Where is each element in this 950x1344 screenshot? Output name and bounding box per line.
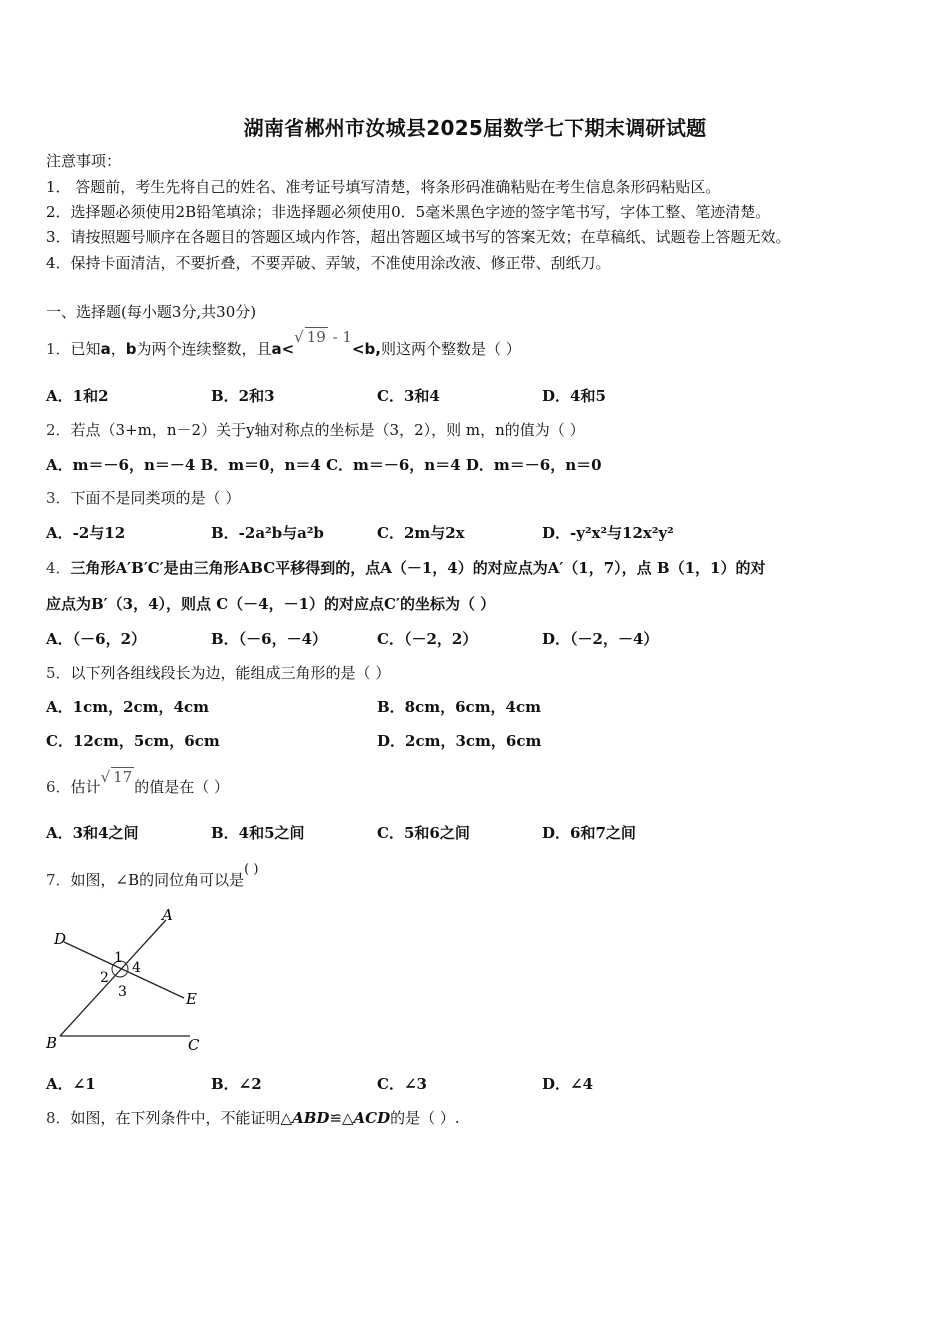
options-line: A．m＝－6，n＝－4 B．m＝0，n＝4 C．m＝－6，n＝4 D．m＝－6，n＝0 — [46, 456, 602, 474]
triangle-acd: ACD — [353, 1109, 391, 1127]
option-a: A．1和2 — [46, 387, 109, 405]
q1-comma: ， — [110, 340, 126, 358]
q6-stem-b: 的值是在（ ） — [134, 778, 229, 796]
sqrt-expression: √ 17 — [100, 768, 133, 786]
angle-2-label: 2 — [100, 970, 109, 986]
q4-stem-line2: 应点为B′（3，4），则点 C（－4，－1）的对应点C′的坐标为（ ） — [46, 595, 496, 613]
option-d: D．（－2，－4） — [542, 630, 659, 648]
question-6 — [46, 768, 229, 797]
option-c: C．（－2，2） — [377, 630, 478, 648]
option-d: D．2cm，3cm，6cm — [377, 732, 542, 750]
note-item: 2．选择题必须使用2B铅笔填涂；非选择题必须使用0．5毫米黑色字迹的签字笔书写，字体工整、笔迹清楚。 — [46, 203, 771, 221]
label-c: C — [188, 1036, 200, 1054]
q3-stem: 下面不是同类项的是（ ） — [70, 489, 241, 507]
q5-stem: 以下列各组线段长为边，能组成三角形的是（ ） — [70, 664, 391, 682]
option-a: A．∠1 — [46, 1075, 96, 1093]
var-a: a — [100, 340, 111, 358]
label-d: D — [54, 930, 67, 948]
q7-paren: ( ) — [244, 862, 259, 877]
question-4 — [46, 557, 765, 578]
option-c: C．2m与2x — [377, 524, 465, 542]
question-8 — [46, 1107, 460, 1128]
question-number: 8． — [46, 1109, 71, 1127]
label-b: B — [46, 1034, 58, 1052]
question-number: 7． — [46, 871, 71, 889]
question-number: 3． — [46, 489, 71, 507]
question-3 — [46, 487, 240, 508]
question-5 — [46, 662, 390, 683]
congruent-symbol: ≌△ — [329, 1109, 354, 1127]
option-b: B．2和3 — [211, 387, 275, 405]
q1-stem-b: 为两个连续整数，且 — [136, 340, 272, 358]
q1-stem-a: 已知 — [70, 340, 101, 358]
sqrt-radicand: 19 — [306, 328, 326, 346]
note-item: 1． 答题前，考生先将自己的姓名、准考证号填写清楚，将条形码准确粘贴在考生信息条形码粘贴区。 — [46, 178, 721, 196]
label-a: A — [162, 906, 173, 924]
question-1 — [46, 328, 521, 359]
label-e: E — [186, 990, 197, 1008]
option-a: A．（－6，2） — [46, 630, 147, 648]
option-d: D．∠4 — [542, 1075, 594, 1093]
note-item: 3．请按照题号顺序在各题目的答题区域内作答，超出答题区域书写的答案无效；在草稿纸、试题卷上答题无效。 — [46, 228, 791, 246]
question-7 — [46, 862, 259, 890]
option-c: C．12cm，5cm，6cm — [46, 732, 220, 750]
question-2 — [46, 419, 585, 440]
sqrt-minus-one: - 1 — [327, 328, 352, 346]
line-ba — [60, 920, 166, 1036]
angle-1-label: 1 — [114, 950, 123, 966]
q1-stem-c: 则这两个整数是（ ） — [381, 340, 521, 358]
question-number: 2． — [46, 421, 71, 439]
section-title: 一、选择题(每小题3分,共30分) — [46, 303, 257, 321]
question-number: 1． — [46, 340, 71, 358]
option-b: B．（－6，－4） — [211, 630, 328, 648]
sqrt-expression: √ 19 - 1 — [294, 328, 352, 346]
triangle-abd: ABD — [292, 1109, 330, 1127]
option-d: D．-y²x²与12x²y² — [542, 524, 674, 542]
option-a: A．1cm，2cm，4cm — [46, 698, 209, 716]
question-number: 5． — [46, 664, 71, 682]
note-item: 4．保持卡面清洁，不要折叠，不要弄破、弄皱，不准使用涂改液、修正带、刮纸刀。 — [46, 254, 611, 272]
angle-4-label: 4 — [132, 960, 141, 976]
notes-heading: 注意事项： — [46, 152, 122, 170]
option-d: D．4和5 — [542, 387, 606, 405]
q2-stem: 若点（3+m，n－2）关于y轴对称点的坐标是（3，2），则 m，n的值为（ ） — [70, 421, 585, 439]
option-d: D．6和7之间 — [542, 824, 636, 842]
option-a: A．3和4之间 — [46, 824, 139, 842]
question-number: 4． — [46, 559, 71, 577]
option-c: C．3和4 — [377, 387, 440, 405]
option-b: B．∠2 — [211, 1075, 262, 1093]
var-b: b — [125, 340, 137, 358]
q1-lt2: <b, — [351, 340, 381, 358]
page-title: 湖南省郴州市汝城县2025届数学七下期末调研试题 — [243, 116, 707, 140]
option-c: C．5和6之间 — [377, 824, 470, 842]
q6-stem-a: 估计 — [70, 778, 101, 796]
q7-stem: 如图，∠B的同位角可以是 — [70, 871, 245, 889]
q8-stem-b: 的是（ ）. — [390, 1109, 460, 1127]
option-b: B．4和5之间 — [211, 824, 305, 842]
option-b: B．8cm，6cm，4cm — [377, 698, 542, 716]
q1-lt1: a< — [271, 340, 295, 358]
option-a: A．-2与12 — [46, 524, 126, 542]
option-c: C．∠3 — [377, 1075, 427, 1093]
option-b: B．-2a²b与a²b — [211, 524, 324, 542]
sqrt-radicand: 17 — [113, 768, 133, 786]
q8-stem-a: 如图，在下列条件中，不能证明△ — [70, 1109, 293, 1127]
angle-3-label: 3 — [118, 984, 127, 1000]
geometry-figure — [44, 906, 214, 1056]
q4-stem-line1: 三角形A′B′C′是由三角形ABC平移得到的，点A（－1，4）的对应点为A′（1，7），点 B（1，1）的对 — [70, 559, 766, 577]
question-number: 6． — [46, 778, 71, 796]
